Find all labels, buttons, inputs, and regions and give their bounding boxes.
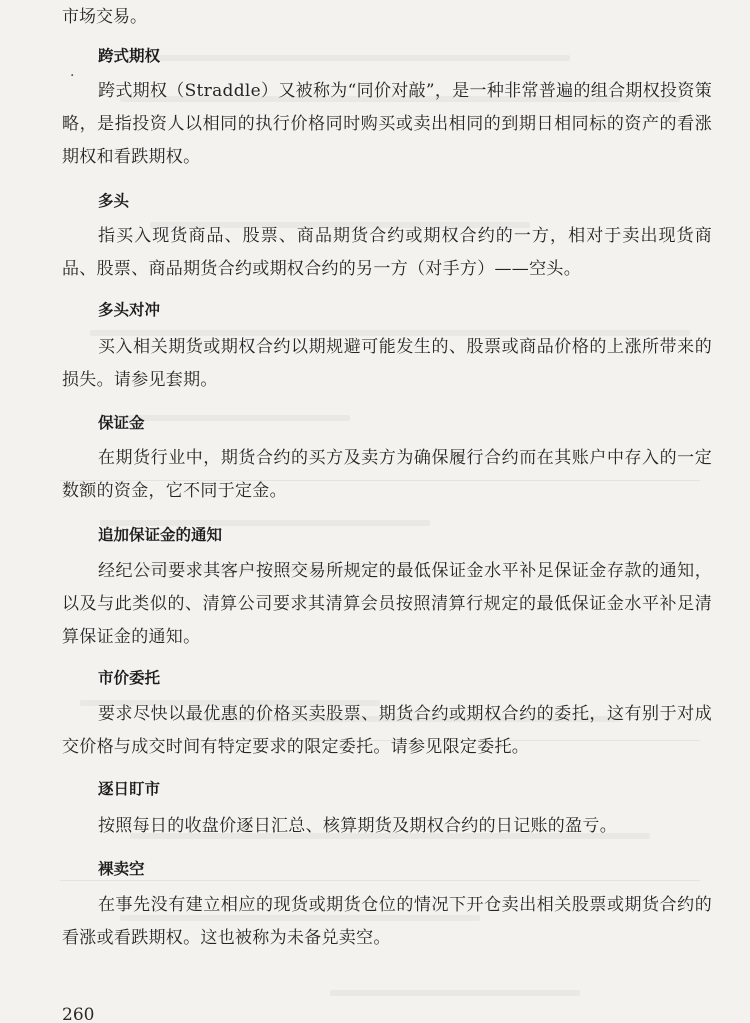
glossary-entry [62, 778, 712, 843]
glossary-definition: 要求尽快以最优惠的价格买卖股票、期货合约或期权合约的委托，这有别于对成交价格与成交时间有特定要求的限定委托。请参见限定委托。 [62, 704, 712, 757]
glossary-definition: 在事先没有建立相应的现货或期货仓位的情况下开仓卖出相关股票或期货合约的看涨或看跌期权。这也被称为未备兑卖空。 [62, 895, 712, 948]
glossary-term: 市价委托 [98, 669, 161, 687]
margin-mark: · [70, 68, 75, 84]
glossary-entry [62, 412, 712, 508]
page-number: 260 [62, 1005, 95, 1023]
glossary-entry [62, 45, 712, 174]
continuation-text: 市场交易。 [62, 7, 147, 27]
glossary-entry [62, 667, 712, 764]
glossary-entry [62, 190, 712, 286]
glossary-definition: 跨式期权（Straddle）又被称为“同价对敲”，是一种非常普遍的组合期权投资策略，是指投资人以相同的执行价格同时购买或卖出相同的到期日相同标的资产的看涨期权和看跌期权。 [62, 81, 712, 167]
glossary-entry [62, 858, 712, 955]
glossary-body [62, 0, 712, 955]
glossary-term: 多头对冲 [98, 301, 161, 319]
glossary-entry [62, 299, 712, 397]
glossary-definition: 买入相关期货或期权合约以期规避可能发生的、股票或商品价格的上涨所带来的损失。请参见套期。 [62, 337, 712, 390]
glossary-definition: 在期货行业中，期货合约的买方及卖方为确保履行合约而在其账户中存入的一定数额的资金，它不同于定金。 [62, 448, 712, 501]
glossary-entry [62, 524, 712, 654]
glossary-term: 多头 [98, 192, 130, 210]
glossary-term: 追加保证金的通知 [98, 526, 223, 544]
glossary-definition: 经纪公司要求其客户按照交易所规定的最低保证金水平补足保证金存款的通知，以及与此类似的、清算公司要求其清算会员按照清算行规定的最低保证金水平补足清算保证金的通知。 [62, 561, 712, 647]
glossary-definition: 按照每日的收盘价逐日汇总、核算期货及期权合约的日记账的盈亏。 [98, 816, 617, 836]
glossary-definition: 指买入现货商品、股票、商品期货合约或期权合约的一方，相对于卖出现货商品、股票、商品期货合约或期权合约的另一方（对手方）——空头。 [62, 226, 712, 279]
glossary-term: 逐日盯市 [98, 780, 161, 798]
glossary-term: 跨式期权 [98, 47, 161, 65]
glossary-term: 保证金 [98, 414, 145, 432]
glossary-term: 裸卖空 [98, 860, 145, 878]
